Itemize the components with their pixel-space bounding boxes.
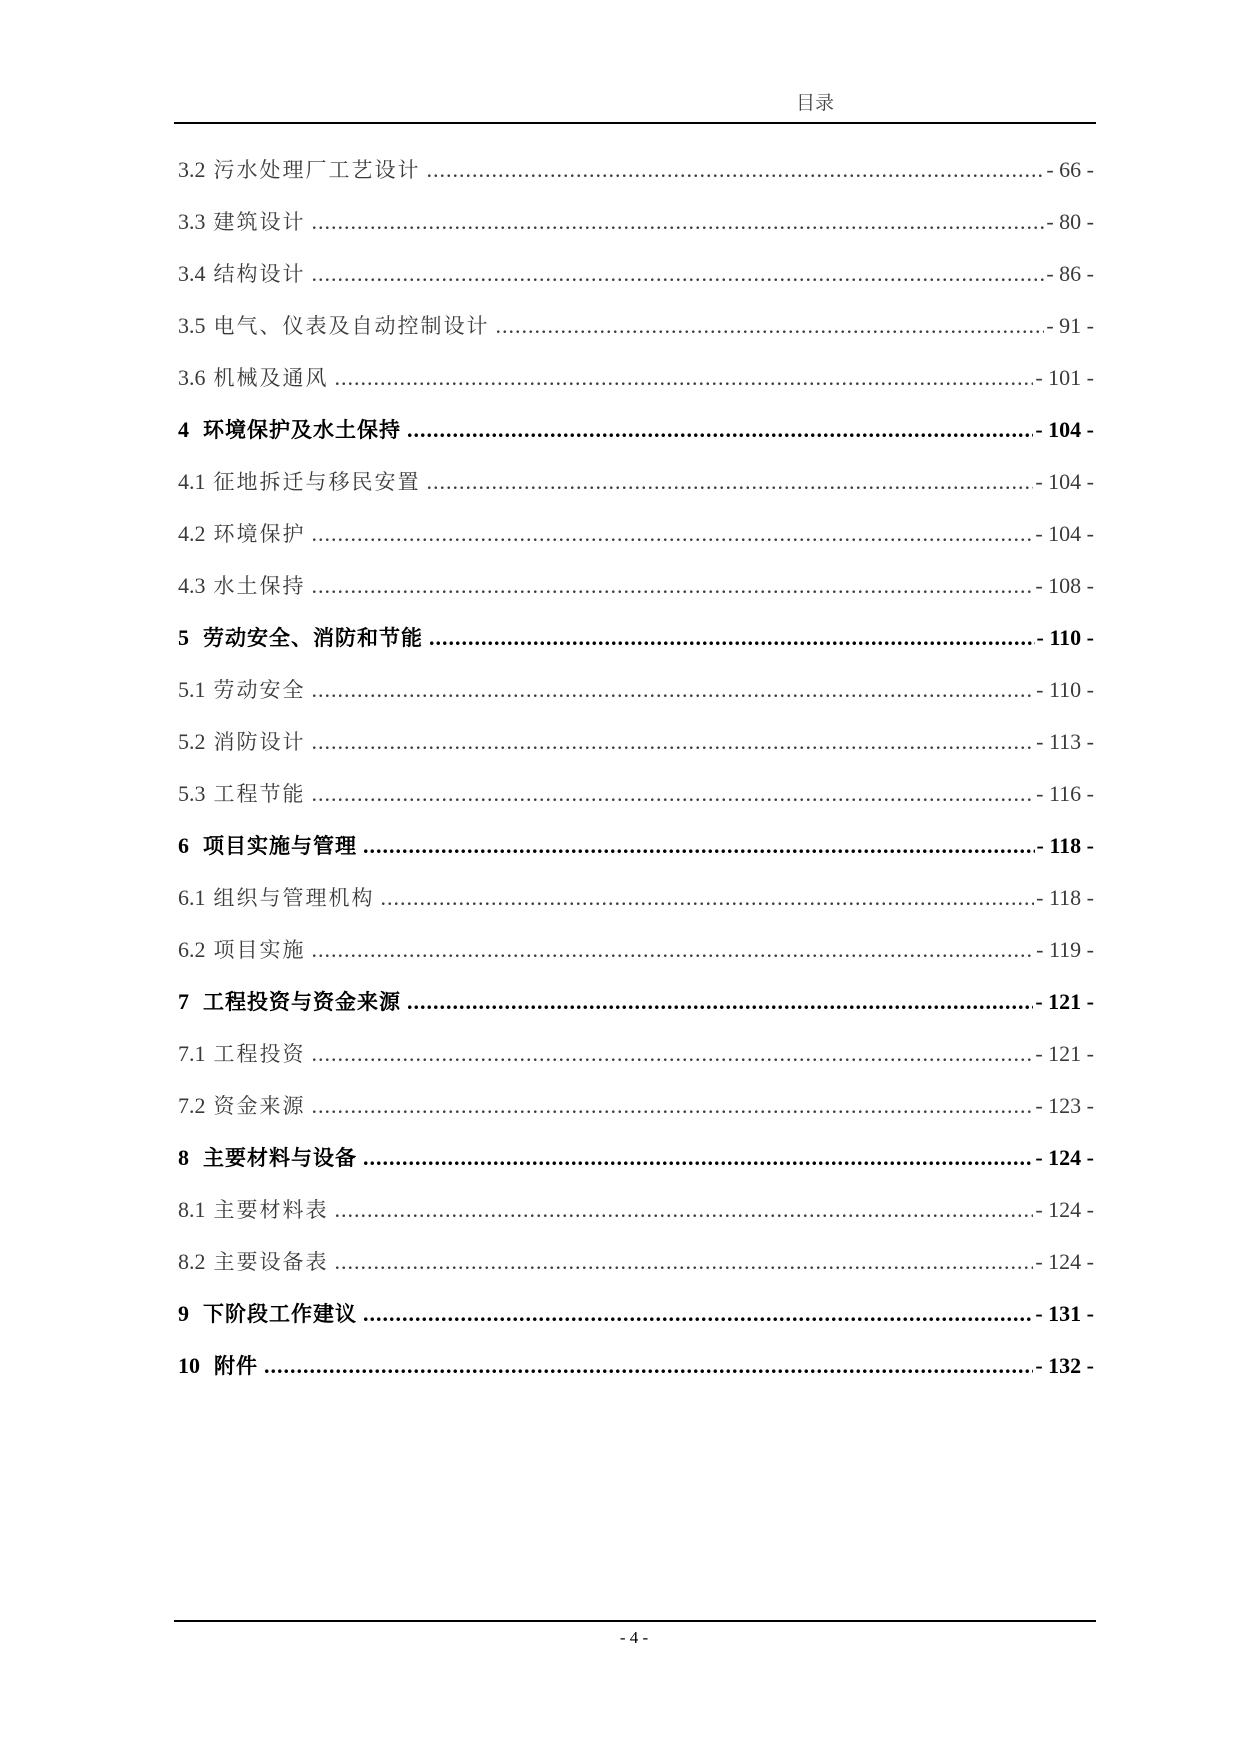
toc-leader-dots	[335, 1249, 1034, 1275]
toc-leader-dots	[363, 833, 1035, 859]
toc-entry-number: 7.2	[178, 1093, 206, 1118]
page-footer	[174, 1620, 1096, 1660]
toc-entry-number: 7.1	[178, 1041, 206, 1066]
toc-entry-number: 8	[178, 1145, 189, 1170]
toc-entry-page: - 66 -	[1046, 157, 1094, 182]
toc-entry-number: 5.1	[178, 677, 206, 702]
toc-entry-number: 5.3	[178, 781, 206, 806]
toc-entry-title: 组织与管理机构	[213, 886, 375, 910]
toc-leader-dots	[312, 521, 1034, 547]
toc-section-entry[interactable]	[178, 778, 1094, 830]
toc-entry-title: 附件	[214, 1354, 258, 1378]
toc-entry-page: - 124 -	[1035, 1197, 1094, 1222]
toc-leader-dots	[312, 209, 1045, 235]
page-number: - 4 -	[619, 1628, 649, 1647]
toc-entry-title: 环境保护	[213, 522, 306, 546]
toc-entry-page: - 101 -	[1035, 365, 1094, 390]
toc-entry-title: 主要设备表	[213, 1250, 329, 1274]
toc-section-entry[interactable]	[178, 258, 1094, 310]
toc-entry-title: 劳动安全、消防和节能	[203, 626, 423, 650]
toc-entry-page: - 80 -	[1046, 209, 1094, 234]
toc-section-entry[interactable]	[178, 570, 1094, 622]
toc-entry-number: 4.3	[178, 573, 206, 598]
toc-entry-number: 9	[178, 1301, 189, 1326]
toc-entry-title: 下阶段工作建议	[203, 1302, 357, 1326]
toc-leader-dots	[335, 365, 1034, 391]
toc-entry-page: - 131 -	[1035, 1301, 1094, 1326]
toc-entry-number: 3.3	[178, 209, 206, 234]
toc-section-entry[interactable]	[178, 154, 1094, 206]
toc-entry-title: 主要材料与设备	[203, 1146, 357, 1170]
toc-entry-page: - 104 -	[1035, 521, 1094, 546]
toc-entry-number: 5	[178, 625, 189, 650]
toc-leader-dots	[312, 937, 1035, 963]
toc-leader-dots	[335, 1197, 1034, 1223]
toc-entry-title: 消防设计	[213, 730, 306, 754]
toc-entry-page: - 124 -	[1035, 1249, 1094, 1274]
toc-leader-dots	[312, 781, 1035, 807]
toc-leader-dots	[312, 1093, 1034, 1119]
toc-leader-dots	[429, 625, 1035, 651]
toc-section-entry[interactable]	[178, 1246, 1094, 1298]
toc-leader-dots	[312, 677, 1035, 703]
toc-entry-title: 水土保持	[213, 574, 306, 598]
toc-entry-number: 8.1	[178, 1197, 206, 1222]
toc-entry-title: 资金来源	[213, 1094, 306, 1118]
toc-entry-title: 电气、仪表及自动控制设计	[213, 314, 490, 338]
toc-section-entry[interactable]	[178, 362, 1094, 414]
header-rule	[174, 122, 1096, 124]
toc-entry-number: 6.1	[178, 885, 206, 910]
toc-chapter-entry[interactable]	[178, 414, 1094, 466]
toc-entry-title: 工程节能	[213, 782, 306, 806]
toc-entry-title: 劳动安全	[213, 678, 306, 702]
toc-entry-title: 征地拆迁与移民安置	[213, 470, 421, 494]
toc-entry-number: 4.1	[178, 469, 206, 494]
toc-leader-dots	[496, 313, 1045, 339]
toc-leader-dots	[312, 573, 1034, 599]
toc-section-entry[interactable]	[178, 518, 1094, 570]
toc-entry-page: - 121 -	[1035, 1041, 1094, 1066]
toc-entry-page: - 124 -	[1035, 1145, 1094, 1170]
toc-entry-page: - 113 -	[1036, 729, 1094, 754]
toc-entry-number: 7	[178, 989, 189, 1014]
toc-leader-dots	[312, 1041, 1034, 1067]
toc-entry-number: 3.4	[178, 261, 206, 286]
toc-chapter-entry[interactable]	[178, 1298, 1094, 1350]
toc-entry-title: 工程投资与资金来源	[203, 990, 401, 1014]
toc-section-entry[interactable]	[178, 1090, 1094, 1142]
toc-entry-page: - 110 -	[1036, 625, 1094, 650]
toc-leader-dots	[381, 885, 1035, 911]
toc-section-entry[interactable]	[178, 726, 1094, 778]
toc-leader-dots	[427, 469, 1034, 495]
toc-entry-title: 项目实施与管理	[203, 834, 357, 858]
toc-section-entry[interactable]	[178, 1194, 1094, 1246]
toc-entry-title: 工程投资	[213, 1042, 306, 1066]
toc-section-entry[interactable]	[178, 934, 1094, 986]
toc-section-entry[interactable]	[178, 1038, 1094, 1090]
toc-leader-dots	[363, 1301, 1033, 1327]
toc-entry-page: - 132 -	[1035, 1353, 1094, 1378]
toc-section-entry[interactable]	[178, 206, 1094, 258]
toc-entry-page: - 91 -	[1046, 313, 1094, 338]
toc-entry-page: - 86 -	[1046, 261, 1094, 286]
toc-section-entry[interactable]	[178, 882, 1094, 934]
toc-entry-number: 3.6	[178, 365, 206, 390]
page-header	[174, 84, 1096, 124]
footer-rule	[174, 1620, 1096, 1622]
table-of-contents	[178, 154, 1094, 1402]
toc-entry-number: 6.2	[178, 937, 206, 962]
toc-chapter-entry[interactable]	[178, 1142, 1094, 1194]
toc-entry-title: 污水处理厂工艺设计	[213, 158, 421, 182]
toc-leader-dots	[363, 1145, 1033, 1171]
toc-entry-title: 环境保护及水土保持	[203, 418, 401, 442]
toc-entry-title: 结构设计	[213, 262, 306, 286]
toc-entry-page: - 118 -	[1036, 885, 1094, 910]
toc-chapter-entry[interactable]	[178, 830, 1094, 882]
toc-leader-dots	[407, 989, 1033, 1015]
toc-leader-dots	[427, 157, 1045, 183]
toc-section-entry[interactable]	[178, 674, 1094, 726]
toc-entry-title: 机械及通风	[213, 366, 329, 390]
toc-leader-dots	[264, 1353, 1033, 1379]
toc-entry-number: 4	[178, 417, 189, 442]
toc-entry-number: 5.2	[178, 729, 206, 754]
toc-chapter-entry[interactable]	[178, 986, 1094, 1038]
toc-chapter-entry[interactable]	[178, 622, 1094, 674]
toc-leader-dots	[312, 729, 1035, 755]
toc-section-entry[interactable]	[178, 466, 1094, 518]
toc-entry-number: 6	[178, 833, 189, 858]
toc-entry-title: 项目实施	[213, 938, 306, 962]
toc-entry-page: - 104 -	[1035, 417, 1094, 442]
toc-entry-page: - 108 -	[1035, 573, 1094, 598]
toc-chapter-entry[interactable]	[178, 1350, 1094, 1402]
toc-entry-number: 8.2	[178, 1249, 206, 1274]
toc-entry-number: 4.2	[178, 521, 206, 546]
toc-entry-page: - 116 -	[1036, 781, 1094, 806]
toc-entry-page: - 119 -	[1036, 937, 1094, 962]
toc-entry-page: - 121 -	[1035, 989, 1094, 1014]
toc-entry-page: - 110 -	[1036, 677, 1094, 702]
toc-entry-number: 3.5	[178, 313, 206, 338]
toc-entry-page: - 118 -	[1036, 833, 1094, 858]
toc-entry-title: 主要材料表	[213, 1198, 329, 1222]
toc-section-entry[interactable]	[178, 310, 1094, 362]
toc-leader-dots	[407, 417, 1033, 443]
toc-entry-title: 建筑设计	[213, 210, 306, 234]
toc-entry-page: - 104 -	[1035, 469, 1094, 494]
header-title: 目录	[796, 92, 835, 114]
toc-entry-page: - 123 -	[1035, 1093, 1094, 1118]
toc-leader-dots	[312, 261, 1045, 287]
toc-entry-number: 3.2	[178, 157, 206, 182]
toc-entry-number: 10	[178, 1353, 200, 1378]
